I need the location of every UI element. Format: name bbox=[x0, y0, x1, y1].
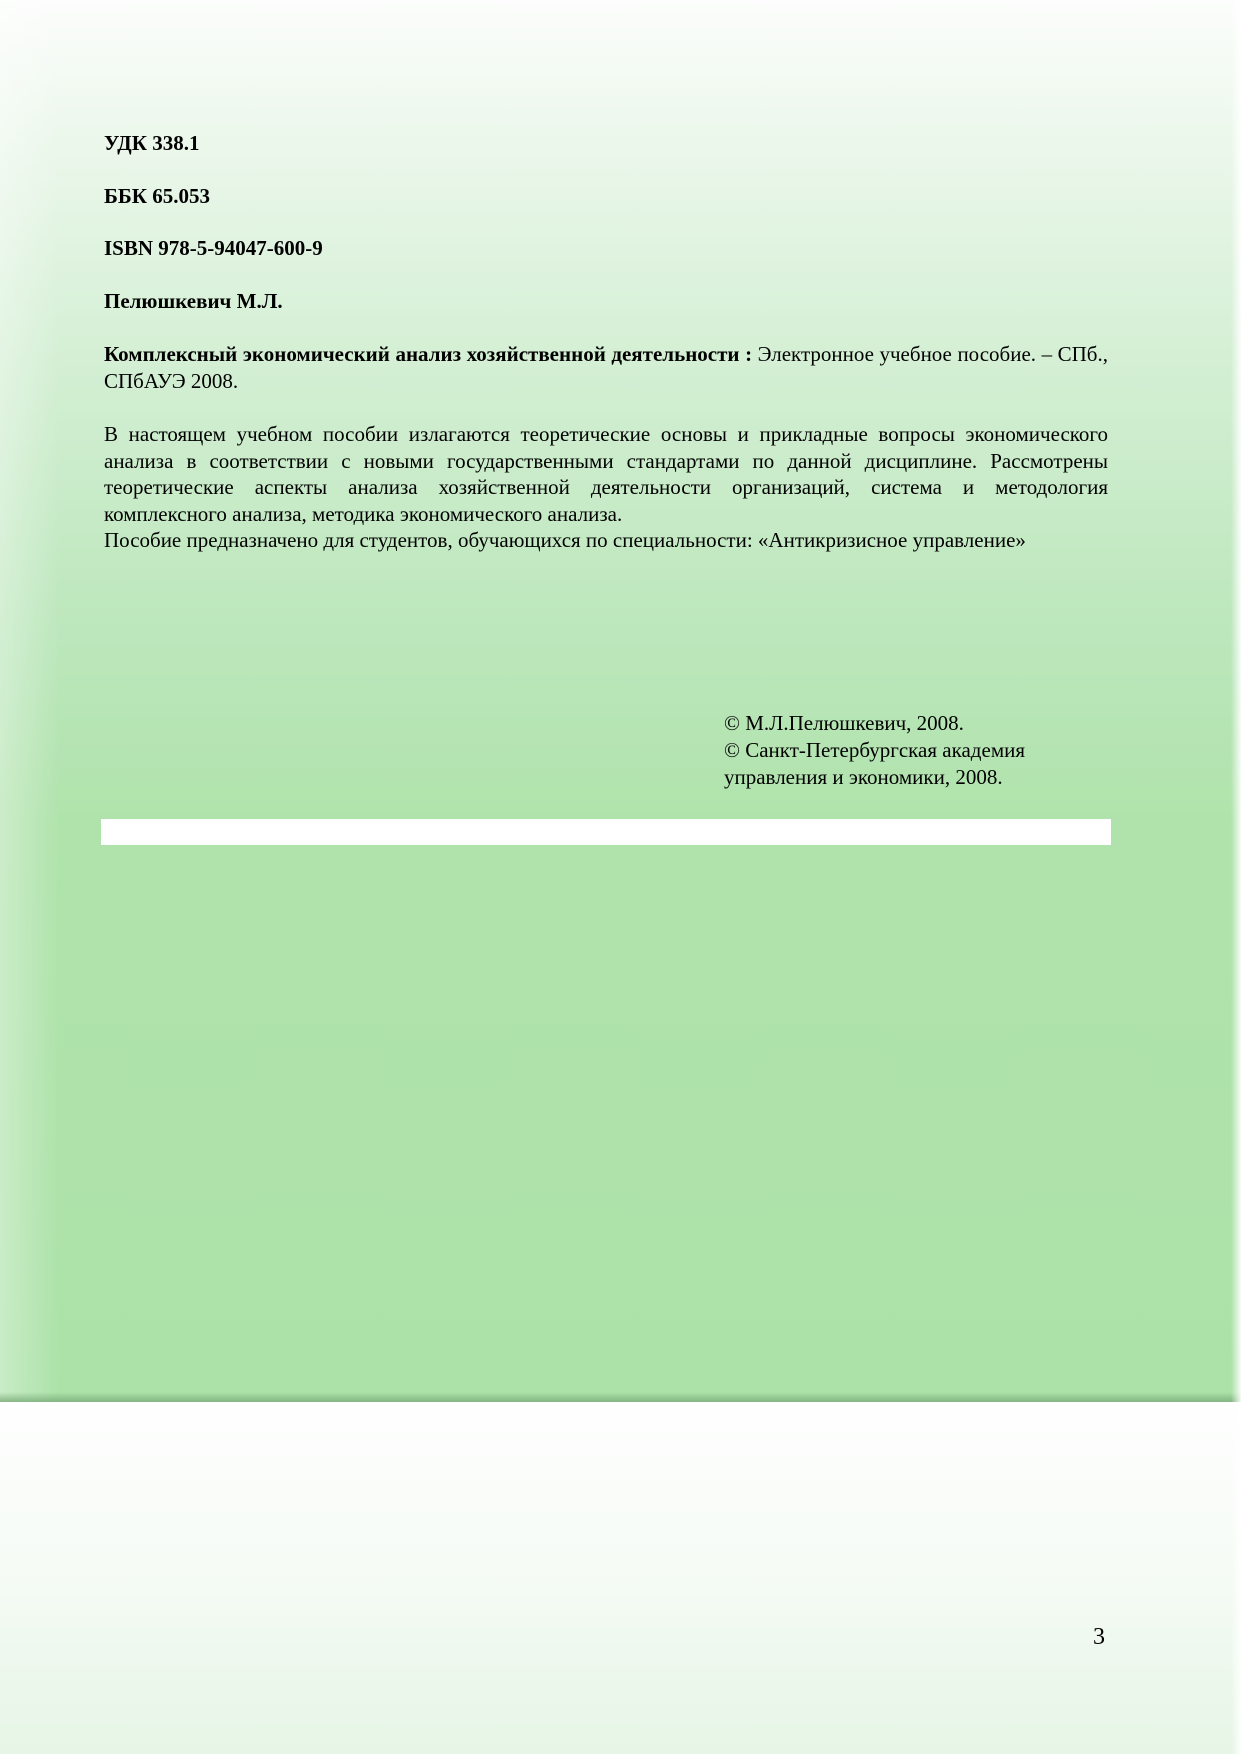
copyright-academy: © Санкт-Петербургская академия bbox=[724, 738, 1026, 762]
document-content bbox=[104, 130, 1108, 554]
copyright-academy-cont: управления и экономики, 2008. bbox=[724, 765, 1003, 789]
bottom-white-area bbox=[0, 1405, 1241, 1754]
bibliographic-record bbox=[104, 341, 1108, 394]
author-name: Пелюшкевич М.Л. bbox=[104, 288, 283, 313]
udk-code: УДК 338.1 bbox=[104, 131, 200, 155]
book-title: Комплексный экономический анализ хозяйственной деятельности : bbox=[104, 342, 753, 366]
white-separator-bar bbox=[101, 819, 1111, 845]
copyright-block bbox=[724, 710, 1124, 791]
abstract-paragraph-1: В настоящем учебном пособии излагаются теоретические основы и прикладные вопросы экономического анализа в соответствии с новыми государственными стандартами по данной дисциплине. Рассмотрены теоретические аспекты анализа хозяйственной деятельности организаций, система и методология комплексного анализа, методика экономического анализа. bbox=[104, 422, 1108, 526]
bbk-code: ББК 65.053 bbox=[104, 183, 210, 208]
right-edge-fade bbox=[1231, 0, 1241, 1754]
copyright-author: © М.Л.Пелюшкевич, 2008. bbox=[724, 711, 964, 735]
isbn-code: ISBN 978-5-94047-600-9 bbox=[104, 236, 323, 260]
page-number: 3 bbox=[1093, 1624, 1105, 1650]
abstract-paragraph-2: Пособие предназначено для студентов, обучающихся по специальности: «Антикризисное управление» bbox=[104, 528, 1026, 552]
book-description: Электронное учебное пособие. – СПб., СПбАУЭ 2008. bbox=[104, 342, 1108, 393]
